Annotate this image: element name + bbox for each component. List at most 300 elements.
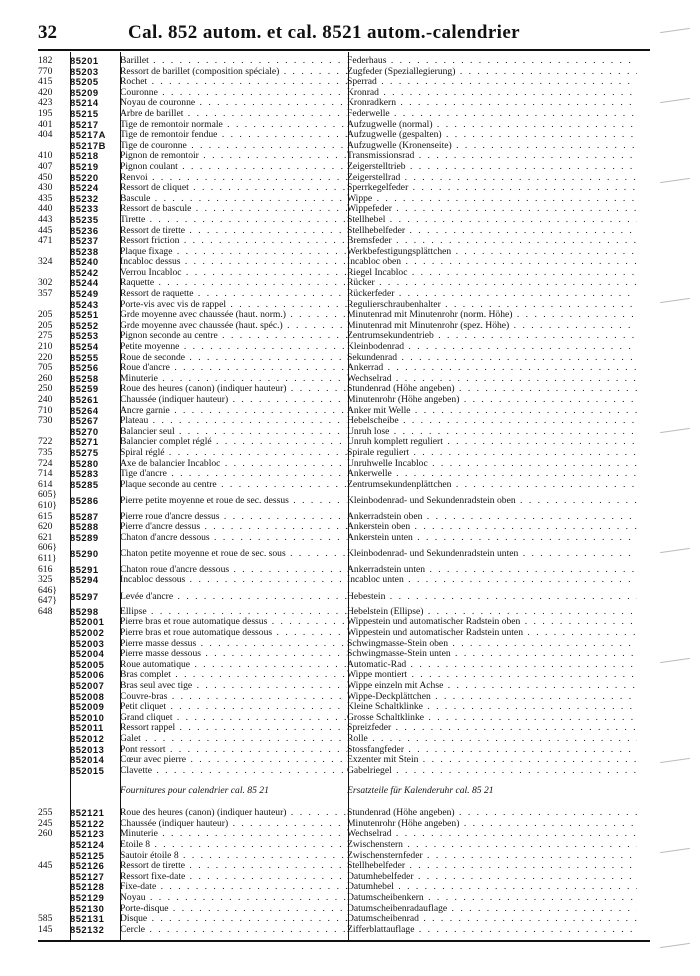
german-name-cell-text: Hebestein . . .: [347, 586, 637, 607]
german-name-cell-text: Zeigerstelltrieb . . .: [347, 162, 637, 173]
table-row: [38, 437, 650, 448]
german-name-cell: [347, 702, 637, 713]
french-name-cell: [120, 575, 347, 586]
old-number-cell: [38, 639, 70, 650]
german-name-cell-text: Transmissionsrad . . .: [347, 151, 637, 162]
french-name-cell-text: Rochet . . .: [120, 77, 347, 88]
table-row: [38, 575, 650, 586]
french-name-cell: [120, 819, 347, 830]
french-name-cell-text: Sautoir étoile 8 . . .: [120, 851, 347, 862]
german-name-cell: [347, 374, 637, 385]
german-name-cell: [347, 745, 637, 756]
french-name-cell: [120, 268, 347, 279]
german-name-cell: [347, 300, 637, 311]
french-name-cell: [120, 607, 347, 618]
part-number-cell-text: 852126: [70, 860, 105, 872]
old-number-cell: [38, 543, 70, 564]
table-row: [38, 194, 650, 205]
french-name-cell-text: Verrou Incabloc . . .: [120, 268, 347, 279]
french-name-cell: [120, 300, 347, 311]
old-number-cell: [38, 257, 70, 268]
french-name-cell: [120, 384, 347, 395]
german-name-cell-text: Zugfeder (Speziallegierung) . . .: [347, 67, 637, 78]
margin-mark: [660, 98, 690, 103]
german-name-cell-text: Wippe . . .: [347, 194, 637, 205]
german-name-cell: [347, 586, 637, 607]
german-name-cell: [347, 88, 637, 99]
french-name-cell-text: Tige de remontoir fendue . . .: [120, 130, 347, 141]
part-number-cell-text: 85275: [70, 446, 99, 458]
part-number-cell-text: 85217A: [70, 129, 106, 141]
french-name-cell-text: Ressort de cliquet . . .: [120, 183, 347, 194]
french-name-cell: [120, 459, 347, 470]
german-name-cell: [347, 914, 637, 925]
table-row: [38, 861, 650, 872]
old-number-cell: [38, 829, 70, 840]
german-name-cell-text: Datumscheibenradauflage . . .: [347, 904, 637, 915]
german-name-cell: [347, 151, 637, 162]
table-row: [38, 734, 650, 745]
german-name-cell: [347, 130, 637, 141]
german-name-cell: [347, 872, 637, 883]
french-name-cell: [120, 480, 347, 491]
table-row: [38, 77, 650, 88]
old-number-cell-text: 724: [38, 457, 53, 469]
part-number-cell-text: 85290: [70, 548, 99, 560]
part-number-cell-text: 852122: [70, 817, 105, 829]
part-number-cell-text: 85205: [70, 76, 99, 88]
part-number-cell-text: 85217: [70, 118, 99, 130]
french-name-cell: [120, 692, 347, 703]
table-row: [38, 204, 650, 215]
old-number-cell-text: 730: [38, 415, 53, 427]
old-number-cell: [38, 236, 70, 247]
french-name-cell: [120, 416, 347, 427]
french-name-cell: [120, 893, 347, 904]
part-number-cell: [70, 766, 120, 777]
french-name-cell: [120, 427, 347, 438]
french-name-cell-text: Disque . . .: [120, 914, 347, 925]
german-name-cell: [347, 395, 637, 406]
german-name-cell: [347, 120, 637, 131]
old-number-cell: [38, 882, 70, 893]
part-number-cell: [70, 533, 120, 544]
german-name-cell-text: Anker mit Welle . . .: [347, 406, 637, 417]
part-number-cell-text: 85287: [70, 510, 99, 522]
part-number-cell-text: 85271: [70, 436, 99, 448]
table-row: [38, 766, 650, 777]
old-number-cell-text: 705: [38, 362, 53, 374]
old-number-cell-text: 615: [38, 510, 53, 522]
german-name-cell-text: Zwischensternfeder . . .: [347, 851, 637, 862]
part-number-cell: [70, 776, 120, 808]
german-name-cell: [347, 236, 637, 247]
french-name-cell: [120, 247, 347, 258]
german-name-cell: [347, 247, 637, 258]
margin-marks: [660, 0, 700, 976]
german-name-cell-text: Wippefeder . . .: [347, 204, 637, 215]
table-row: [38, 628, 650, 639]
german-name-cell-text: Stundenrad (Höhe angeben) . . .: [347, 384, 637, 395]
french-name-cell-text: Ressort de bascule . . .: [120, 204, 347, 215]
german-name-cell: [347, 469, 637, 480]
old-number-cell-text: 423: [38, 97, 53, 109]
part-number-cell-text: 852125: [70, 849, 105, 861]
french-name-cell-text: Pignon seconde au centre . . .: [120, 331, 347, 342]
german-name-cell-text: Exzenter mit Stein . . .: [347, 755, 637, 766]
german-name-cell: [347, 416, 637, 427]
part-number-cell-text: 852128: [70, 881, 105, 893]
part-number-cell-text: 852130: [70, 902, 105, 914]
french-name-cell-text: Petite moyenne . . .: [120, 342, 347, 353]
part-number-cell-text: 85255: [70, 351, 99, 363]
table-row: [38, 374, 650, 385]
table-row: [38, 353, 650, 364]
old-number-text: 605}: [38, 489, 57, 501]
old-number-cell: [38, 745, 70, 756]
table-row: [38, 257, 650, 268]
french-name-cell-text: Pignon de remontoir . . .: [120, 151, 347, 162]
page-title: Cal. 852 autom. et cal. 8521 autom.-calendrier: [128, 22, 520, 43]
german-name-cell: [347, 109, 637, 120]
french-name-cell: [120, 617, 347, 628]
old-number-cell-text: 240: [38, 394, 53, 405]
german-name-cell-text: Ankerrad . . .: [347, 363, 637, 374]
table-row: [38, 829, 650, 840]
german-name-cell-text: Rücker . . .: [347, 278, 637, 289]
french-name-cell: [120, 226, 347, 237]
part-number-cell-text: 852012: [70, 733, 105, 744]
table-row: [38, 88, 650, 99]
french-name-cell: [120, 861, 347, 872]
german-name-cell: [347, 268, 637, 279]
german-name-cell-text: Unruh komplett reguliert . . .: [347, 437, 637, 448]
german-name-cell-text: Spirale reguliert . . .: [347, 448, 637, 459]
part-number-cell-text: 852010: [70, 711, 105, 723]
part-number-cell-text: 852124: [70, 838, 105, 850]
old-number-cell: [38, 586, 70, 607]
german-name-cell: [347, 565, 637, 576]
old-number-cell: [38, 617, 70, 628]
french-name-cell: [120, 77, 347, 88]
german-name-cell-text: Kronradkern . . .: [347, 98, 637, 109]
german-name-cell: [347, 141, 637, 152]
margin-mark: [660, 658, 690, 663]
old-number-cell-text: 621: [38, 531, 53, 543]
old-number-cell-text: 648: [38, 605, 53, 617]
table-row: [38, 226, 650, 237]
old-number-cell-text: 210: [38, 341, 53, 353]
french-name-cell-text: Ressort de barillet (composition spéciale) . . .: [120, 67, 347, 78]
part-number-cell-text: 85224: [70, 182, 99, 194]
part-number-cell-text: 85251: [70, 309, 99, 321]
table-row: [38, 893, 650, 904]
old-number-cell-text: 435: [38, 192, 53, 204]
german-name-cell-text: Zentrumsekundenplättchen . . .: [347, 480, 637, 491]
french-name-cell-text: Clavette . . .: [120, 766, 347, 777]
margin-mark: [660, 943, 690, 948]
part-number-cell-text: 85264: [70, 404, 99, 416]
german-name-cell: [347, 384, 637, 395]
german-name-cell-text: Spreizfeder . . .: [347, 723, 637, 734]
french-name-cell-text: Chaussée (indiquer hauteur) . . .: [120, 819, 347, 830]
table-row: [38, 851, 650, 862]
french-name-cell-text: Pierre d'ancre dessus . . .: [120, 522, 347, 533]
german-name-cell: [347, 808, 637, 819]
german-name-cell-text: Ersatzteile für Kalenderuhr cal. 85 21: [347, 785, 494, 797]
german-name-cell-text: Kleinbodenrad- und Sekundenradstein unten . . .: [347, 543, 637, 564]
old-number-cell: [38, 649, 70, 660]
part-number-cell-text: 85243: [70, 298, 99, 310]
old-number-cell-text: 585: [38, 913, 53, 925]
table-row: [38, 98, 650, 109]
old-number-cell: [38, 872, 70, 883]
french-name-cell: [120, 840, 347, 851]
german-name-cell-text: Zifferblattauflage . . .: [347, 925, 637, 936]
german-name-cell-text: Zeigerstellrad . . .: [347, 173, 637, 184]
german-name-cell: [347, 427, 637, 438]
german-name-cell-text: Automatic-Rad . . .: [347, 660, 637, 671]
german-name-cell: [347, 77, 637, 88]
german-name-cell-text: Aufzugwelle (gespalten) . . .: [347, 130, 637, 141]
french-name-cell-text: Noyau . . .: [120, 893, 347, 904]
part-number-cell-text: 85242: [70, 266, 99, 278]
table-row: [38, 533, 650, 544]
german-name-cell: [347, 723, 637, 734]
part-number-cell-text: 85217B: [70, 139, 106, 151]
part-number-cell-text: 85253: [70, 330, 99, 342]
german-name-cell-text: Stellhebelfeder . . .: [347, 226, 637, 237]
table-row: [38, 162, 650, 173]
german-name-cell-text: Stellhebel . . .: [347, 215, 637, 226]
table-row: [38, 130, 650, 141]
french-name-cell-text: Ressort fixe-date . . .: [120, 872, 347, 883]
table-row: [38, 808, 650, 819]
table-row: [38, 469, 650, 480]
german-name-cell: [347, 406, 637, 417]
german-name-cell: [347, 533, 637, 544]
french-name-cell: [120, 660, 347, 671]
french-name-cell: [120, 162, 347, 173]
part-number-cell-text: 85254: [70, 341, 99, 353]
german-name-cell-text: Ankerwelle . . .: [347, 469, 637, 480]
german-name-cell-text: Datumhebelfeder . . .: [347, 872, 637, 883]
french-name-cell-text: Balancier seul . . .: [120, 427, 347, 438]
french-name-cell-text: Roue des heures (canon) (indiquer hauteur) . . .: [120, 808, 347, 819]
part-number-cell-text: 852014: [70, 754, 105, 766]
french-name-cell: [120, 236, 347, 247]
table-row: [38, 342, 650, 353]
german-name-cell: [347, 459, 637, 470]
part-number-cell-text: 852127: [70, 870, 105, 882]
old-number-cell: [38, 670, 70, 681]
table-row: [38, 459, 650, 470]
table-row: [38, 904, 650, 915]
french-name-cell: [120, 872, 347, 883]
french-name-cell-text: Fournitures pour calendrier cal. 85 21: [120, 785, 269, 797]
table-row: [38, 183, 650, 194]
table-row: [38, 109, 650, 120]
french-name-cell-text: Plaque seconde au centre . . .: [120, 480, 347, 491]
part-number-cell-text: 852129: [70, 891, 105, 903]
german-name-cell: [347, 257, 637, 268]
french-name-cell: [120, 469, 347, 480]
french-name-cell-text: Grde moyenne avec chaussée (haut. spéc.) . . .: [120, 321, 347, 332]
german-name-cell-text: Unruh lose . . .: [347, 427, 637, 438]
german-name-cell: [347, 639, 637, 650]
part-number-cell-text: 852008: [70, 690, 105, 702]
old-number-cell: [38, 702, 70, 713]
french-name-cell: [120, 204, 347, 215]
old-number-cell-text: 195: [38, 107, 53, 119]
french-name-cell-text: Ancre garnie . . .: [120, 406, 347, 417]
old-number-cell-text: 614: [38, 478, 53, 490]
german-name-cell: [347, 331, 637, 342]
part-number-cell-text: 85219: [70, 160, 99, 172]
french-name-cell: [120, 56, 347, 67]
margin-mark: [660, 298, 690, 303]
french-name-cell-text: Pierre roue d'ancre dessus . . .: [120, 512, 347, 523]
table-row: [38, 310, 650, 321]
table-row: [38, 215, 650, 226]
part-number-cell-text: 85259: [70, 383, 99, 395]
table-row: [38, 872, 650, 883]
german-name-cell-text: Ankerradstein oben . . .: [347, 512, 637, 523]
german-name-cell-text: Aufzugwelle (normal) . . .: [347, 120, 637, 131]
french-name-cell: [120, 173, 347, 184]
old-number-cell-text: 145: [38, 923, 53, 935]
part-number-cell-text: 85235: [70, 213, 99, 225]
old-number-cell: [38, 692, 70, 703]
german-name-cell: [347, 617, 637, 628]
old-number-cell: [38, 755, 70, 766]
french-name-cell-text: Pierre masse dessus . . .: [120, 639, 347, 650]
french-name-cell: [120, 904, 347, 915]
french-name-cell-text: Ressort de tirette . . .: [120, 861, 347, 872]
old-number-cell-text: 471: [38, 235, 53, 247]
french-name-cell: [120, 353, 347, 364]
part-number-cell-text: 85215: [70, 107, 99, 119]
table-row: [38, 723, 650, 734]
part-number-cell-text: 852015: [70, 764, 105, 776]
table-row: [38, 490, 650, 511]
old-number-cell-text: 735: [38, 446, 53, 458]
german-name-cell: [347, 543, 637, 564]
old-number-cell-text: 445: [38, 224, 53, 236]
old-number-cell-text: 616: [38, 563, 53, 575]
french-name-cell: [120, 374, 347, 385]
french-name-cell-text: Galet . . .: [120, 734, 347, 745]
part-number-cell-text: 852005: [70, 658, 105, 670]
part-number-cell-text: 85232: [70, 192, 99, 204]
german-name-cell-text: Unruhwelle Incabloc . . .: [347, 459, 637, 470]
old-number-cell: [38, 607, 70, 618]
old-number-cell: [38, 660, 70, 671]
german-name-cell: [347, 819, 637, 830]
french-name-cell: [120, 448, 347, 459]
part-number-cell-text: 85270: [70, 425, 99, 437]
part-number-cell-text: 85283: [70, 468, 99, 480]
german-name-cell-text: Zwischenstern . . .: [347, 840, 637, 851]
french-name-cell-text: Pierre bras et roue automatique dessous . . .: [120, 628, 347, 639]
old-number-cell-text: 407: [38, 160, 53, 172]
german-name-cell: [347, 607, 637, 618]
old-number-cell-text: 260: [38, 828, 53, 840]
french-name-cell-text: Grand cliquet . . .: [120, 713, 347, 724]
part-number-cell-text: 85252: [70, 319, 99, 331]
french-name-cell: [120, 723, 347, 734]
french-name-cell: [120, 141, 347, 152]
french-name-cell: [120, 437, 347, 448]
french-name-cell: [120, 713, 347, 724]
old-number-cell: [38, 628, 70, 639]
french-name-cell: [120, 512, 347, 523]
french-name-cell: [120, 639, 347, 650]
german-name-cell-text: Bremsfeder . . .: [347, 236, 637, 247]
part-number-cell-text: 85244: [70, 277, 99, 289]
old-number-cell-text: 430: [38, 182, 53, 194]
old-number-cell-text: 722: [38, 436, 53, 448]
part-number-cell-text: 852006: [70, 669, 105, 681]
part-number-cell-text: 85288: [70, 521, 99, 533]
french-name-cell-text: Tirette . . .: [120, 215, 347, 226]
german-name-cell-text: Ankerstein oben . . .: [347, 522, 637, 533]
french-name-cell: [120, 342, 347, 353]
french-name-cell-text: Plaque fixage . . .: [120, 247, 347, 258]
german-name-cell-text: Datumhebel . . .: [347, 882, 637, 893]
old-number-cell: [38, 925, 70, 936]
table-row: [38, 660, 650, 671]
german-name-cell: [347, 162, 637, 173]
french-name-cell: [120, 522, 347, 533]
french-name-cell: [120, 586, 347, 607]
table-row: [38, 480, 650, 491]
part-number-cell-text: 85286: [70, 495, 99, 507]
table-row: [38, 173, 650, 184]
french-name-cell-text: Couvre-bras . . .: [120, 692, 347, 703]
french-name-cell-text: Arbre de barillet . . .: [120, 109, 347, 120]
german-name-cell: [347, 173, 637, 184]
french-name-cell: [120, 257, 347, 268]
german-name-cell-text: Datumscheibenkern . . .: [347, 893, 637, 904]
german-name-cell-text: Wippe montiert . . .: [347, 670, 637, 681]
part-number-cell-text: 85267: [70, 415, 99, 427]
german-name-cell-text: Werkbefestigungsplättchen . . .: [347, 247, 637, 258]
french-name-cell-text: Grde moyenne avec chaussée (haut. norm.) . . .: [120, 310, 347, 321]
table-row: [38, 278, 650, 289]
old-number-cell: [38, 861, 70, 872]
old-number-cell-text: 410: [38, 150, 53, 162]
french-name-cell: [120, 321, 347, 332]
german-name-cell-text: Gabelriegel . . .: [347, 766, 637, 777]
table-row: [38, 702, 650, 713]
french-name-cell: [120, 490, 347, 511]
german-name-cell-text: Stossfangfeder . . .: [347, 745, 637, 756]
german-name-cell: [347, 321, 637, 332]
old-number-text: 606}: [38, 542, 57, 554]
french-name-cell: [120, 395, 347, 406]
german-name-cell: [347, 522, 637, 533]
part-number-cell-text: 85291: [70, 563, 99, 575]
german-name-cell-text: Wippestein und automatischer Radstein unten . . .: [347, 628, 637, 639]
french-name-cell: [120, 702, 347, 713]
french-name-cell-text: Balancier complet réglé . . .: [120, 437, 347, 448]
old-number-cell-text: 443: [38, 213, 53, 225]
part-number-cell-text: 852123: [70, 828, 105, 840]
french-name-cell-text: Tige d'ancre . . .: [120, 469, 347, 480]
table-row: [38, 289, 650, 300]
german-name-cell-text: Federwelle . . .: [347, 109, 637, 120]
